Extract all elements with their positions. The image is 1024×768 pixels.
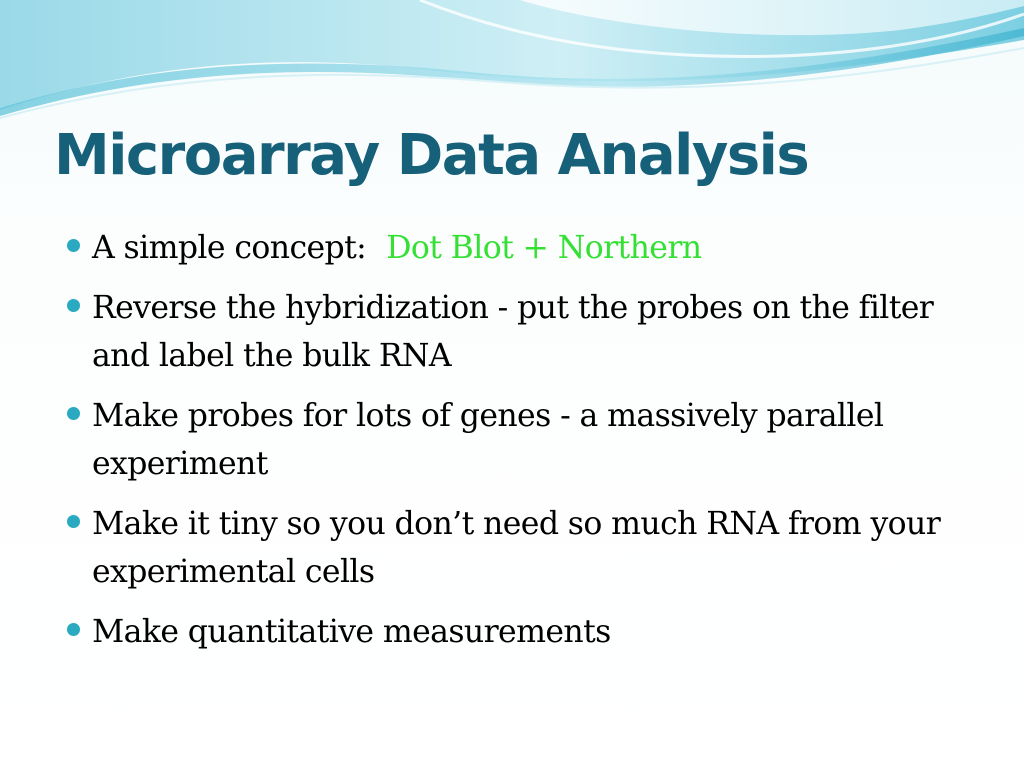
bullet-icon [67, 299, 80, 312]
bullet-item [64, 608, 964, 656]
bullet-item [64, 392, 964, 488]
bullet-text: Reverse the hybridization - put the probes on the filter and label the bulk RNA [92, 290, 934, 374]
bullet-item [64, 284, 964, 380]
bullet-icon [67, 407, 80, 420]
bullet-text: A simple concept: [92, 230, 367, 266]
bullet-list [64, 224, 964, 668]
bullet-accent-text: Dot Blot + Northern [386, 230, 702, 266]
slide-title: Microarray Data Analysis [54, 123, 809, 188]
bullet-icon [67, 515, 80, 528]
bullet-icon [67, 623, 80, 636]
bullet-item [64, 500, 964, 596]
decorative-wave-banner [0, 0, 1024, 130]
bullet-text: Make it tiny so you don’t need so much RNA from your experimental cells [92, 506, 941, 590]
bullet-icon [67, 239, 80, 252]
bullet-text: Make quantitative measurements [92, 614, 611, 650]
bullet-text: Make probes for lots of genes - a massively parallel experiment [92, 398, 884, 482]
bullet-item [64, 224, 964, 272]
